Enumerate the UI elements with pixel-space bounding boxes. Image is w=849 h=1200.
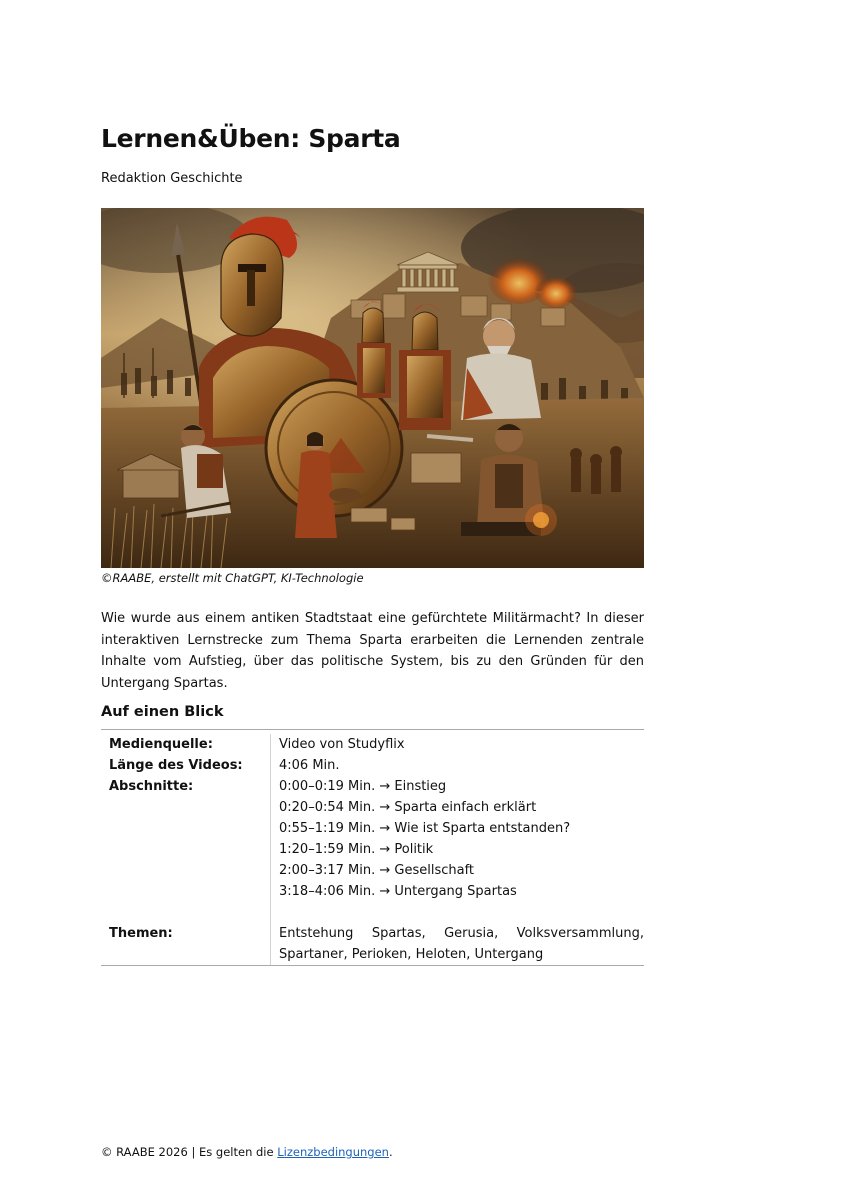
footer <box>101 1144 393 1160</box>
media-source-value: Video von Studyflix <box>270 734 644 755</box>
sections-label: Abschnitte: <box>109 779 194 794</box>
topics-label: Themen: <box>109 926 173 941</box>
page-title: Lernen&Üben: Sparta <box>101 124 401 153</box>
section-item: 1:20–1:59 Min. → Politik <box>279 842 434 857</box>
intro-text: Wie wurde aus einem antiken Stadtstaat eine gefürchtete Militärmacht? In dieser interaktiven Lernstrecke zum Thema Sparta erarbeiten die Lernenden zentrale Inhalte vom Aufstieg, über das politische System, bis zu den Gründen für den Untergang Spartas. <box>101 611 644 691</box>
author-line: Redaktion Geschichte <box>101 171 243 186</box>
section-item: 0:20–0:54 Min. → Sparta einfach erklärt <box>279 800 537 815</box>
topics-row <box>101 923 644 965</box>
sections-row <box>101 776 644 923</box>
section-item: 2:00–3:17 Min. → Gesellschaft <box>279 863 475 878</box>
overview-heading: Auf einen Blick <box>101 704 224 720</box>
image-caption: ©RAABE, erstellt mit ChatGPT, KI-Technologie <box>101 571 364 585</box>
section-item: 3:18–4:06 Min. → Untergang Spartas <box>279 884 517 899</box>
footer-end: . <box>388 1145 393 1159</box>
topics-value: Entstehung Spartas, Gerusia, Volksversammlung, Spartaner, Perioken, Heloten, Untergang <box>270 923 644 965</box>
media-source-row <box>101 734 644 755</box>
sections-list <box>270 776 644 923</box>
section-item: 0:00–0:19 Min. → Einstieg <box>279 779 447 794</box>
spacer <box>279 902 644 923</box>
section-item: 0:55–1:19 Min. → Wie ist Sparta entstanden? <box>279 821 571 836</box>
video-length-label: Länge des Videos: <box>109 758 243 773</box>
footer-text: © RAABE 2026 | Es gelten die <box>101 1145 278 1159</box>
sparta-illustration <box>101 208 644 568</box>
video-length-row <box>101 755 644 776</box>
overview-table <box>101 729 644 966</box>
media-source-label: Medienquelle: <box>109 737 213 752</box>
video-length-value: 4:06 Min. <box>270 755 644 776</box>
license-link[interactable]: Lizenzbedingungen <box>277 1145 389 1159</box>
